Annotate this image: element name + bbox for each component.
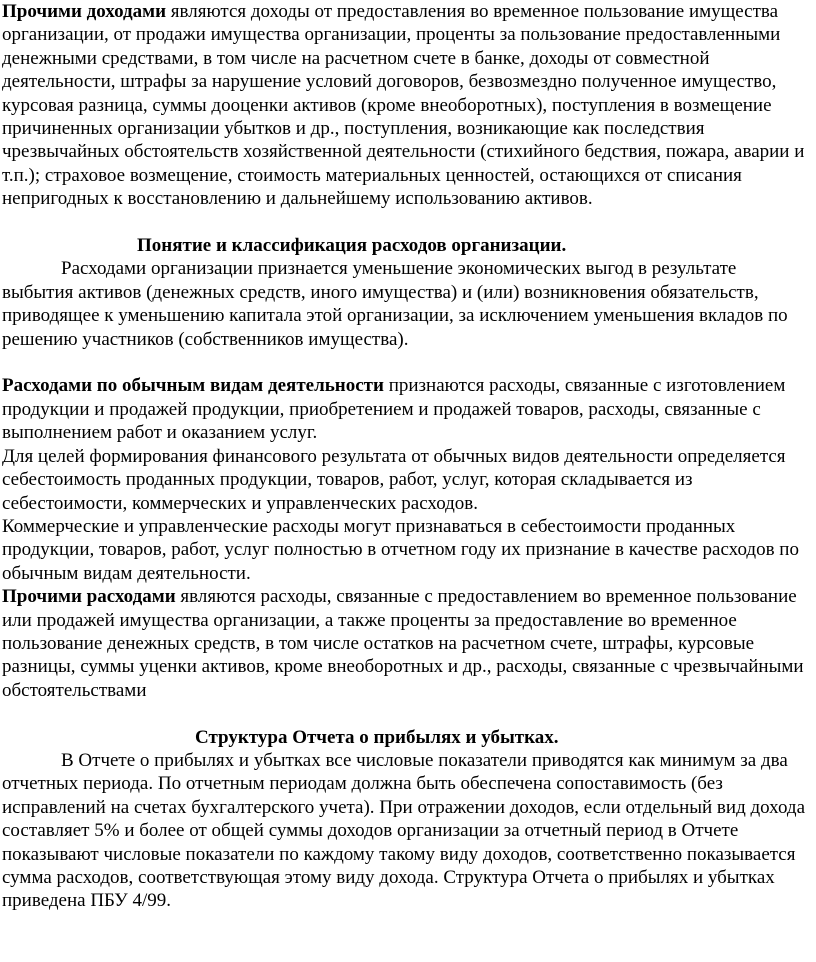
paragraph-ordinary-expenses [2, 374, 812, 444]
term-other-expenses: Прочими расходами [2, 586, 176, 608]
paragraph-other-income-text: являются доходы от предоставления во временное пользование имущества организации, от продажи имущества организации, проценты за пользование предоставленными денежными средствами, в том числе на расчетном счете в банке, доходы от совместной деятельности, штрафы за нарушение условий договоров, безвозмездно полученное имущество, курсовая разница, суммы дооценки активов (кроме внеоборотных), поступления в возмещение причиненных организации убытков и др., поступления, возникающие как последствия чрезвычайных обстоятельств хозяйственной деятельности (стихийного бедствия, пожара, аварии и т.п.); страховое возмещение, стоимость материальных ценностей, остающихся от списания непригодных к восстановлению и дальнейшему использованию активов. [2, 1, 805, 210]
paragraph-commercial-expenses: Коммерческие и управленческие расходы могут признаваться в себестоимости проданных продукции, товаров, работ, услуг полностью в отчетном году их признание в качестве расходов по обычным видам деятельности. [2, 515, 799, 584]
spacer [2, 702, 812, 725]
paragraph-report-structure: В Отчете о прибылях и убытках все числовые показатели приводятся как минимум за два отчетных периода. По отчетным периодам должна быть обеспечена сопоставимость (без исправлений на счетах бухгалтерского учета). При отражении доходов, если отдельный вид дохода составляет 5% и более от общей суммы доходов организации за отчетный период в Отчете показывают числовые показатели по каждому такому виду доходов, соответственно показывается сумма расходов, соответствующая этому виду дохода. Структура Отчета о прибылях и убытках приведена ПБУ 4/99. [2, 749, 806, 912]
spacer [2, 351, 812, 374]
paragraph-other-expenses-text: являются расходы, связанные с предоставлением во временное пользование или продажей имущества организации, а также проценты за предоставление во временное пользование денежных средств, в том числе остатков на расчетном счете, штрафы, курсовые разницы, суммы уценки активов, кроме внеоборотных и др., расходы, связанные с чрезвычайными обстоятельствами [2, 586, 804, 701]
spacer [2, 211, 812, 234]
heading-report-structure: Структура Отчета о прибылях и убытках. [195, 726, 559, 748]
paragraph-cost-of-sales: Для целей формирования финансового результата от обычных видов деятельности определяется себестоимость проданных продукции, товаров, работ, услуг, которая складывается из себестоимости, коммерческих и управленческих расходов. [2, 445, 786, 514]
paragraph-other-income [2, 0, 812, 211]
heading-expenses-concept: Понятие и классификация расходов организации. [137, 235, 567, 257]
paragraph-expenses-definition: Расходами организации признается уменьшение экономических выгод в результате выбытия активов (денежных средств, иного имущества) и (или) возникновения обязательств, приводящее к уменьшению капитала этой организации, за исключением уменьшения вкладов по решению участников (собственников имущества). [2, 258, 788, 350]
paragraph-other-expenses [2, 585, 812, 702]
paragraph-ordinary-expenses-text: признаются расходы, связанные с изготовлением продукции и продажей продукции, приобретением и продажей товаров, расходы, связанные с выполнением работ и оказанием услуг. [2, 375, 786, 444]
term-ordinary-expenses: Расходами по обычным видам деятельности [2, 375, 384, 397]
term-other-income: Прочими доходами [2, 1, 167, 22]
